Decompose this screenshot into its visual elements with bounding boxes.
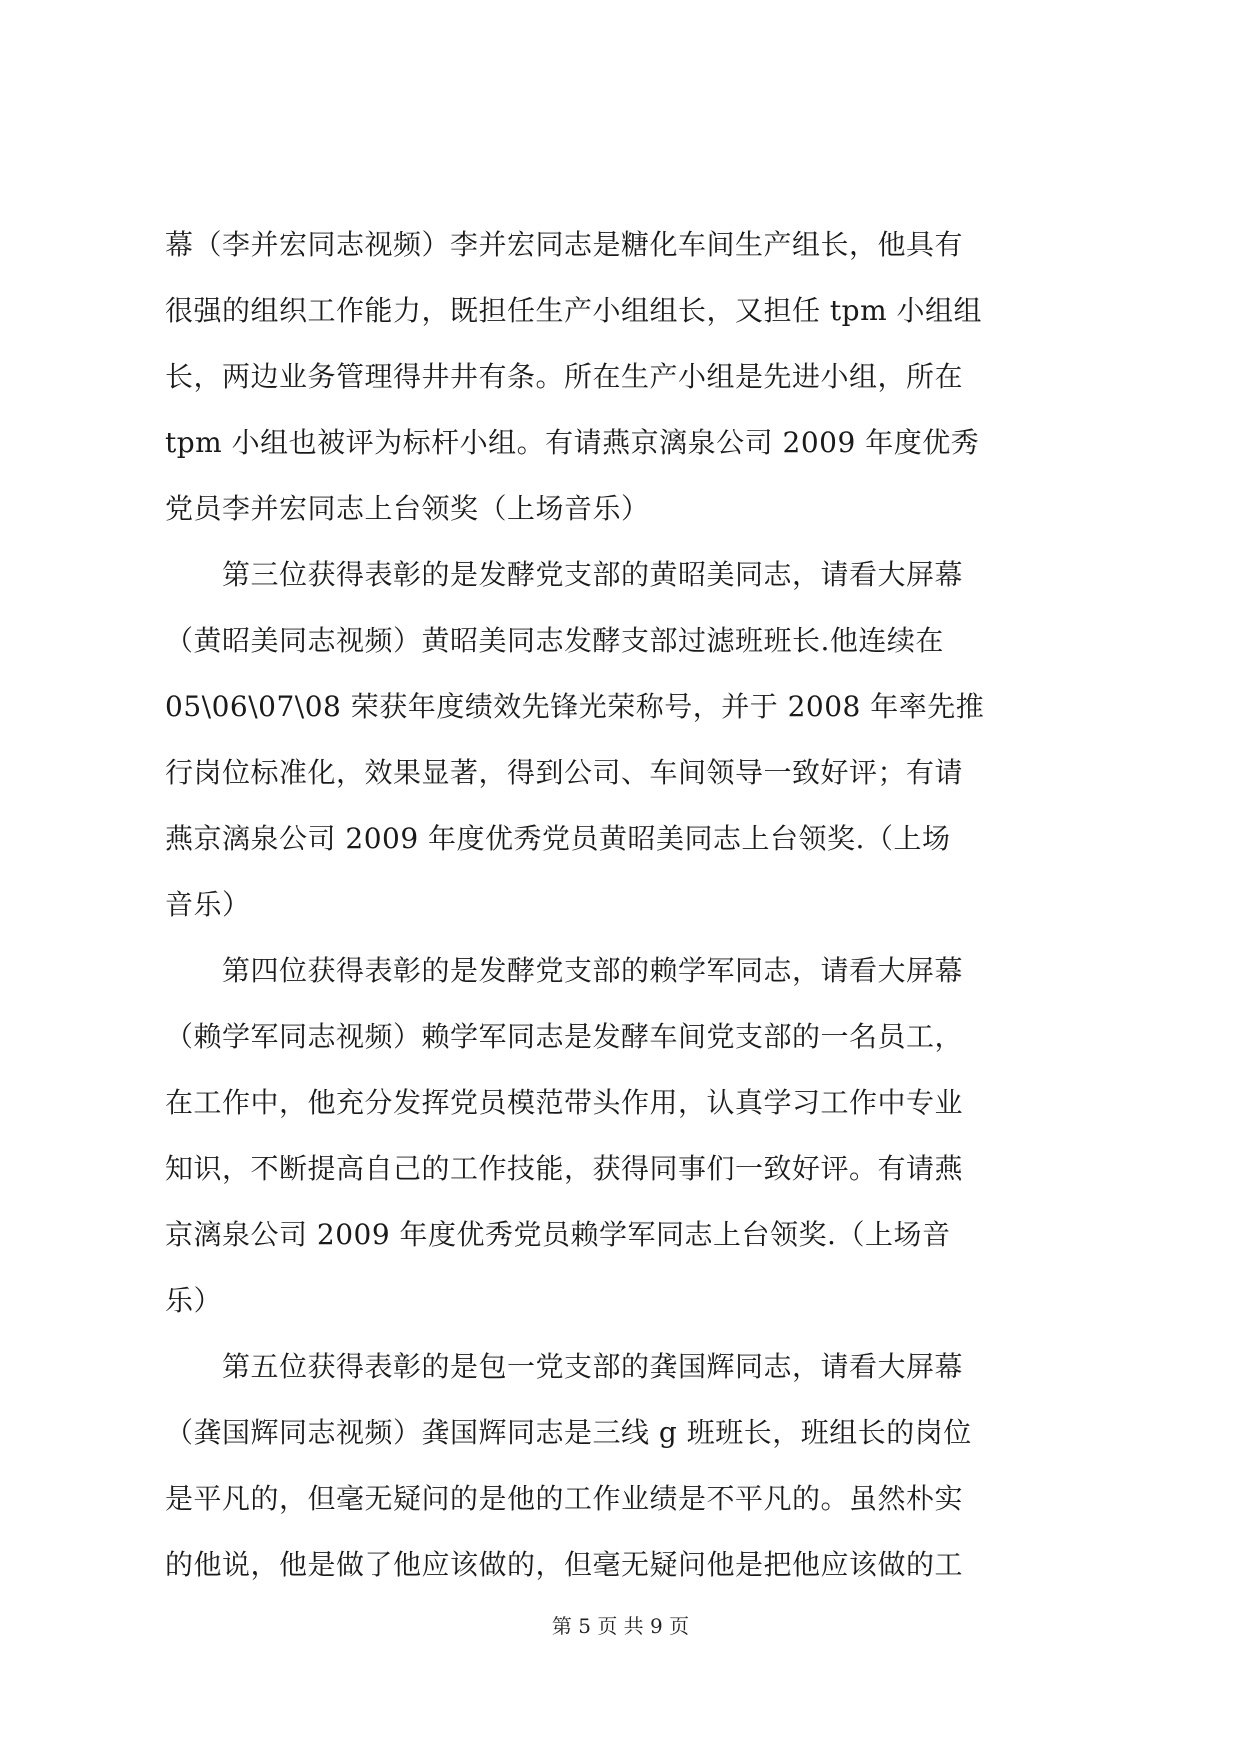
text-line: 第三位获得表彰的是发酵党支部的黄昭美同志，请看大屏幕	[165, 558, 964, 591]
text-line: 长，两边业务管理得井井有条。所在生产小组是先进小组，所在	[165, 360, 964, 393]
text-line: 的他说，他是做了他应该做的，但毫无疑问他是把他应该做的工	[165, 1548, 964, 1581]
text-line: tpm 小组也被评为标杆小组。有请燕京漓泉公司 2009 年度优秀	[165, 426, 980, 459]
text-line: 音乐）	[165, 888, 251, 921]
text-line: （龚国辉同志视频）龚国辉同志是三线 g 班班长，班组长的岗位	[165, 1416, 972, 1449]
text-line: 行岗位标准化，效果显著，得到公司、车间领导一致好评；有请	[165, 756, 964, 789]
text-line: 在工作中，他充分发挥党员模范带头作用，认真学习工作中专业	[165, 1086, 964, 1119]
text-line: （黄昭美同志视频）黄昭美同志发酵支部过滤班班长.他连续在	[165, 624, 944, 657]
text-line: 第四位获得表彰的是发酵党支部的赖学军同志，请看大屏幕	[165, 954, 964, 987]
text-line: 幕（李并宏同志视频）李并宏同志是糖化车间生产组长，他具有	[165, 228, 964, 261]
text-line: 05\06\07\08 荣获年度绩效先锋光荣称号，并于 2008 年率先推	[165, 690, 985, 723]
text-line: （赖学军同志视频）赖学军同志是发酵车间党支部的一名员工，	[165, 1020, 964, 1053]
text-line: 乐）	[165, 1284, 223, 1317]
document-body	[165, 228, 1080, 1614]
text-line: 燕京漓泉公司 2009 年度优秀党员黄昭美同志上台领奖.（上场	[165, 822, 951, 855]
text-line: 知识，不断提高自己的工作技能，获得同事们一致好评。有请燕	[165, 1152, 964, 1185]
text-line: 是平凡的，但毫无疑问的是他的工作业绩是不平凡的。虽然朴实	[165, 1482, 964, 1515]
text-line: 第五位获得表彰的是包一党支部的龚国辉同志，请看大屏幕	[165, 1350, 964, 1383]
text-line: 很强的组织工作能力，既担任生产小组组长，又担任 tpm 小组组	[165, 294, 983, 327]
text-line: 党员李并宏同志上台领奖（上场音乐）	[165, 492, 650, 525]
text-line: 京漓泉公司 2009 年度优秀党员赖学军同志上台领奖.（上场音	[165, 1218, 951, 1251]
page-number-footer: 第 5 页 共 9 页	[551, 1614, 690, 1638]
